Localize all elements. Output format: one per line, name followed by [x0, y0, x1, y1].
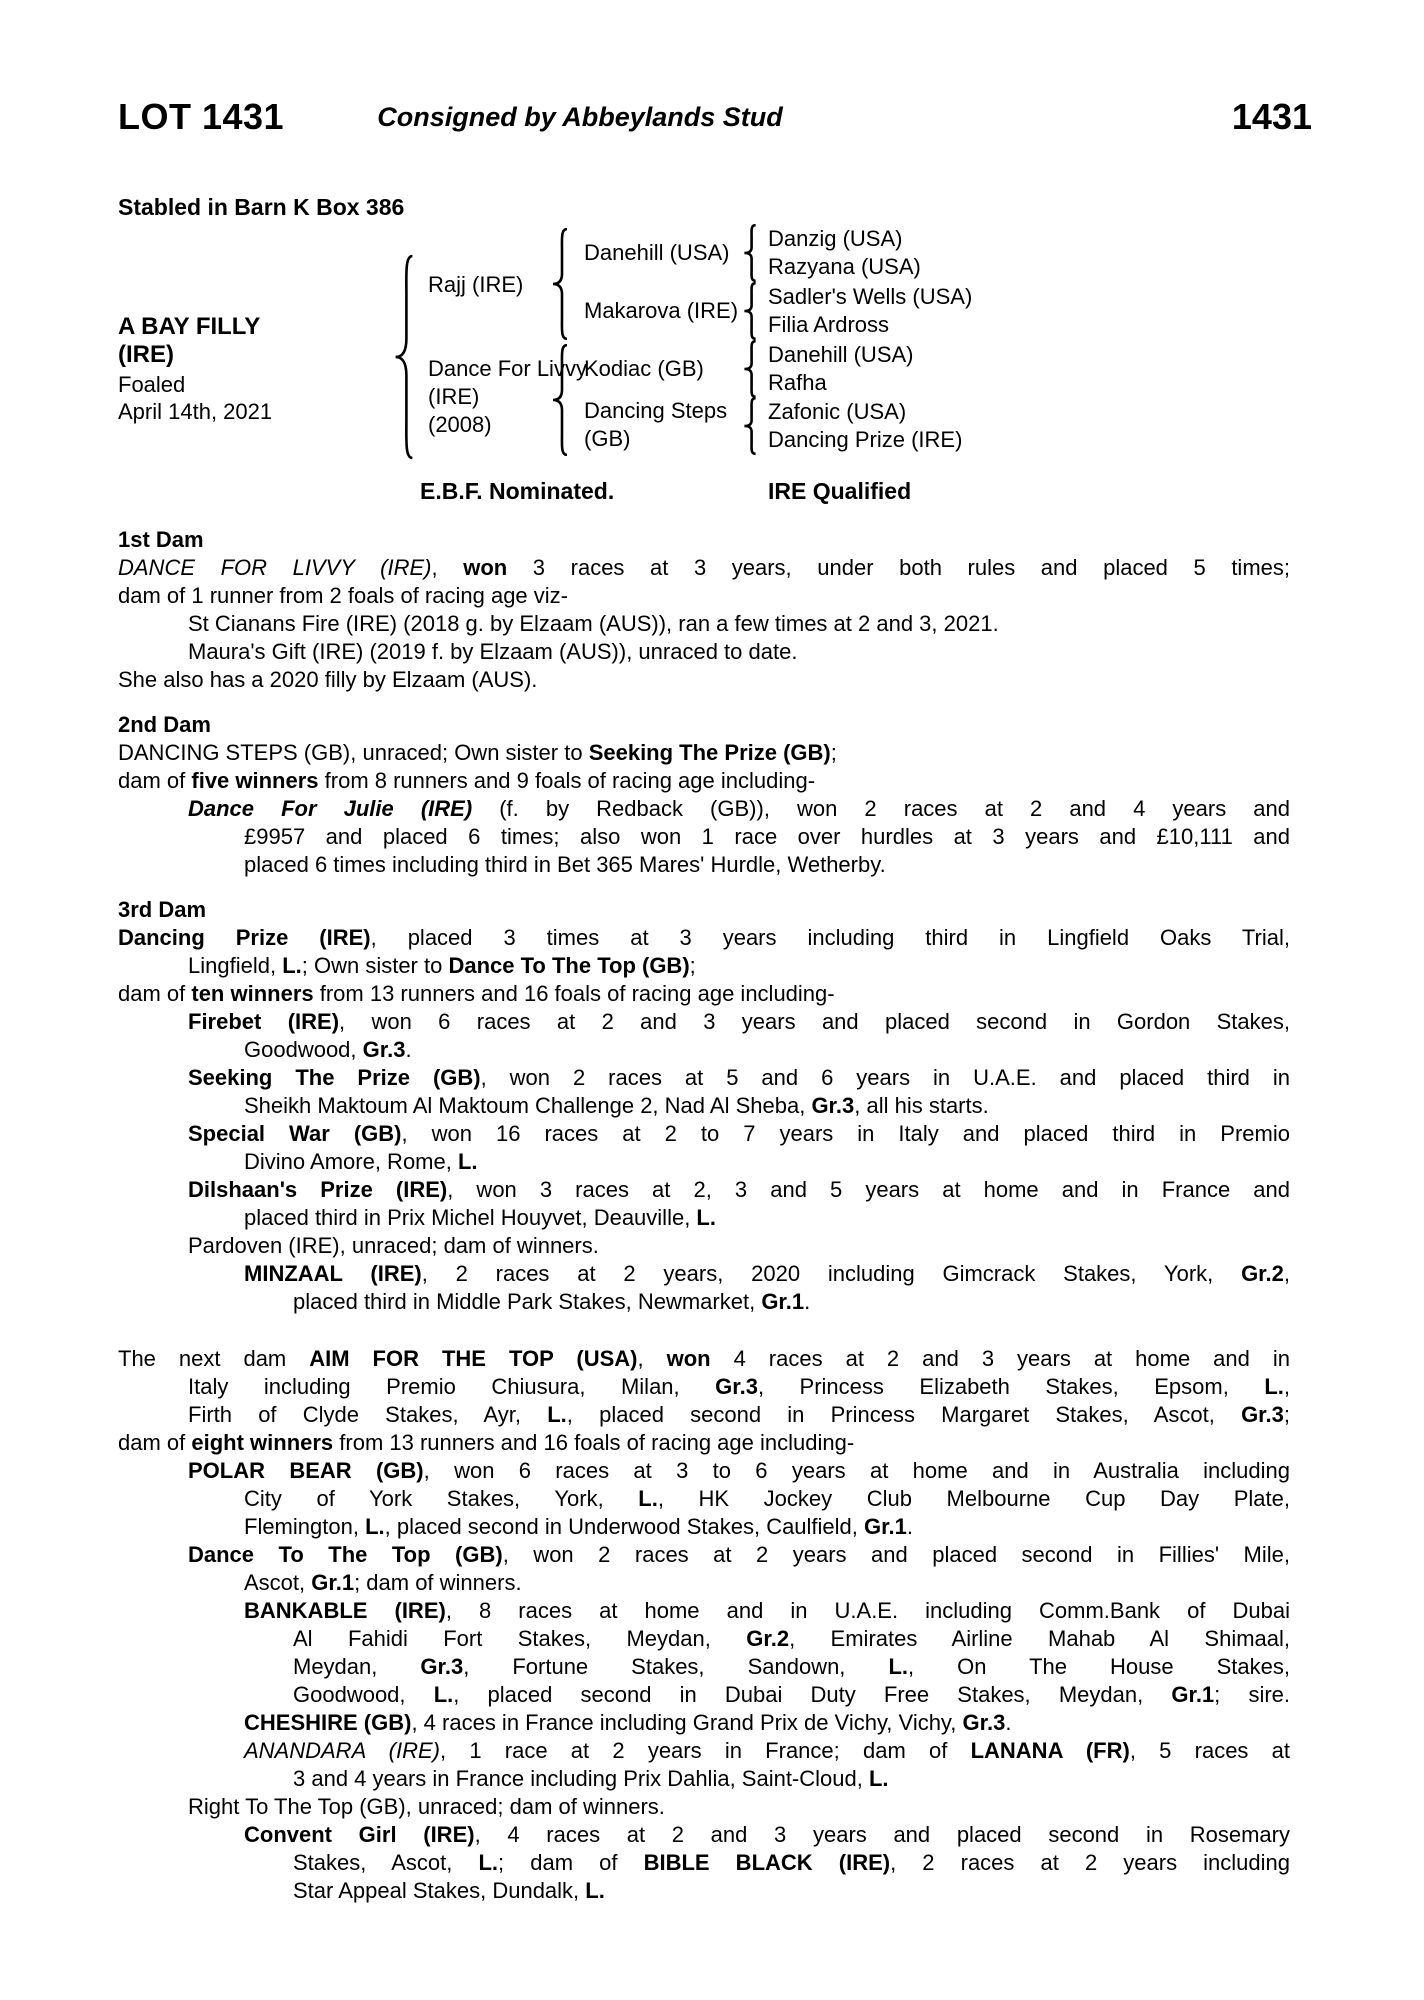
text-run: dam of: [118, 768, 192, 793]
text-run: , 4 races at 2 and 3 years and placed second in Rosemary: [474, 1822, 1290, 1847]
stabling-info: Stabled in Barn K Box 386: [118, 194, 405, 220]
text-run: from 13 runners and 16 foals of racing age including-: [333, 1430, 855, 1455]
text-run: Gr.1: [1171, 1682, 1215, 1707]
pedigree-text-line: [188, 1793, 1290, 1821]
text-run: , won 16 races at 2 to 7 years in Italy and placed third in Premio: [401, 1121, 1290, 1146]
text-run: Dance To The Top (GB): [188, 1542, 503, 1567]
text-run: Gr.3: [811, 1093, 855, 1118]
pedigree-brace-icon: [742, 282, 758, 340]
text-run: Star Appeal Stakes, Dundalk,: [293, 1878, 586, 1903]
pedigree-text-line: [293, 1653, 1290, 1681]
ire-qualified-label: IRE Qualified: [768, 478, 912, 504]
text-run: L.: [888, 1654, 908, 1679]
text-run: , placed second in Underwood Stakes, Caulfield,: [384, 1514, 865, 1539]
pedigree-text-line: [118, 767, 1290, 795]
text-run: St Cianans Fire (IRE) (2018 g. by Elzaam (AUS)), ran a few times at 2 and 3, 2021.: [188, 611, 999, 636]
text-run: L.: [868, 1766, 889, 1791]
dam-name-line2: (IRE): [428, 384, 480, 409]
text-run: ANANDARA (IRE): [244, 1738, 440, 1763]
text-run: , placed second in Princess Margaret Stakes, Ascot,: [566, 1402, 1242, 1427]
text-run: , won 2 races at 5 and 6 years in U.A.E. and placed third in: [480, 1065, 1290, 1090]
text-run: , 2 races at 2 years, 2020 including Gimcrack Stakes, York,: [421, 1261, 1242, 1286]
text-run: won: [666, 1346, 711, 1371]
sire-name: Rajj (IRE): [428, 272, 524, 297]
text-run: L.: [638, 1486, 658, 1511]
pedigree-text-line: [244, 1821, 1290, 1849]
text-run: Gr.1: [761, 1289, 805, 1314]
text-run: She also has a 2020 filly by Elzaam (AUS).: [118, 667, 538, 692]
text-run: five winners: [191, 768, 319, 793]
pedigree-text-line: [188, 1008, 1290, 1036]
section-heading: [118, 526, 1290, 554]
text-run: Flemington,: [244, 1514, 366, 1539]
text-run: 1st Dam: [118, 527, 204, 552]
text-run: eight winners: [191, 1430, 334, 1455]
text-run: BIBLE BLACK (IRE): [643, 1850, 891, 1875]
text-run: ;: [1283, 1402, 1290, 1427]
great-grandparent-name: Rafha: [768, 370, 827, 395]
pedigree-text-body: [118, 526, 1290, 1905]
text-run: .: [1005, 1710, 1012, 1735]
text-run: DANCING STEPS (GB), unraced; Own sister to: [118, 740, 589, 765]
pedigree-text-line: [188, 1401, 1290, 1429]
text-run: won: [463, 555, 508, 580]
pedigree-text-line: [293, 1877, 1290, 1905]
pedigree-text-line: [244, 851, 1290, 879]
text-run: ,: [637, 1346, 667, 1371]
pedigree-text-line: [118, 666, 1290, 694]
granddam-name-line1: Dancing Steps: [584, 398, 728, 423]
ebf-nominated-label: E.B.F. Nominated.: [420, 478, 615, 504]
pedigree-text-line: [118, 739, 1290, 767]
grandsire-name: Danehill (USA): [584, 240, 730, 265]
text-run: , won 6 races at 2 and 3 years and placed second in Gordon Stakes,: [339, 1009, 1290, 1034]
text-run: dam of: [118, 1430, 192, 1455]
text-run: Gr.3: [1241, 1402, 1284, 1427]
text-run: , won 2 races at 2 years and placed second in Fillies' Mile,: [502, 1542, 1290, 1567]
pedigree-brace-icon: [742, 224, 758, 282]
text-run: 4 races at 2 and 3 years at home and in: [710, 1346, 1290, 1371]
lot-number: 1431: [1231, 96, 1312, 137]
great-grandparent-name: Razyana (USA): [768, 254, 921, 279]
pedigree-text-line: [244, 1737, 1290, 1765]
pedigree-text-line: [188, 1176, 1290, 1204]
text-run: Gr.1: [311, 1570, 355, 1595]
pedigree-text-line: [244, 1569, 1290, 1597]
text-run: , On The House Stakes,: [908, 1654, 1290, 1679]
text-run: placed 6 times including third in Bet 365 Mares' Hurdle, Wetherby.: [244, 852, 886, 877]
text-run: ,: [431, 555, 464, 580]
pedigree-brace-icon: [742, 340, 758, 398]
text-run: L.: [478, 1850, 499, 1875]
text-run: Ascot,: [244, 1570, 312, 1595]
text-run: BANKABLE (IRE): [244, 1598, 446, 1623]
text-run: Gr.3: [962, 1710, 1006, 1735]
text-run: placed third in Middle Park Stakes, Newmarket,: [293, 1289, 762, 1314]
great-grandparent-name: Danzig (USA): [768, 226, 903, 251]
pedigree-text-line: [244, 1204, 1290, 1232]
text-run: L.: [585, 1878, 605, 1903]
text-run: .: [804, 1289, 811, 1314]
text-run: , won 6 races at 3 to 6 years at home and in Australia including: [423, 1458, 1291, 1483]
pedigree-text-line: [293, 1625, 1290, 1653]
dam-name-line1: Dance For Livvy: [428, 356, 587, 381]
dam-year: (2008): [428, 412, 492, 437]
text-run: , Fortune Stakes, Sandown,: [463, 1654, 889, 1679]
text-run: Right To The Top (GB), unraced; dam of winners.: [188, 1794, 665, 1819]
subject-name-line1: A BAY FILLY: [118, 313, 261, 340]
pedigree-text-line: [244, 1148, 1290, 1176]
pedigree-text-line: [293, 1288, 1290, 1316]
text-run: Seeking The Prize (GB): [188, 1065, 481, 1090]
text-run: Goodwood,: [244, 1037, 363, 1062]
text-run: Gr.3: [362, 1037, 406, 1062]
text-run: ; Own sister to: [301, 953, 449, 978]
pedigree-text-line: [293, 1765, 1290, 1793]
pedigree-text-line: [244, 1260, 1290, 1288]
pedigree-text-line: [188, 952, 1290, 980]
pedigree-text-line: [118, 980, 1290, 1008]
text-run: , Emirates Airline Mahab Al Shimaal,: [789, 1626, 1290, 1651]
text-run: from 13 runners and 16 foals of racing age including-: [313, 981, 835, 1006]
great-grandparent-name: Sadler's Wells (USA): [768, 284, 973, 309]
consignor-title: Consigned by Abbeylands Stud: [377, 102, 783, 132]
pedigree-text-line: [244, 1092, 1290, 1120]
text-run: L.: [696, 1205, 716, 1230]
text-run: DANCE FOR LIVVY (IRE): [118, 555, 432, 580]
text-run: Seeking The Prize (GB): [588, 740, 831, 765]
text-run: ; sire.: [1214, 1682, 1291, 1707]
text-run: 3 races at 3 years, under both rules and placed 5 times;: [507, 555, 1290, 580]
text-run: .: [906, 1514, 913, 1539]
great-grandparent-name: Filia Ardross: [768, 312, 890, 337]
text-run: Pardoven (IRE), unraced; dam of winners.: [188, 1233, 599, 1258]
text-run: Convent Girl (IRE): [244, 1822, 475, 1847]
text-run: Al Fahidi Fort Stakes, Meydan,: [293, 1626, 747, 1651]
text-run: ;: [689, 953, 696, 978]
text-run: , all his starts.: [854, 1093, 989, 1118]
pedigree-text-line: [244, 823, 1290, 851]
section-heading: [118, 711, 1290, 739]
text-run: Goodwood,: [293, 1682, 434, 1707]
pedigree-text-line: [188, 1064, 1290, 1092]
pedigree-brace-icon: [742, 397, 758, 455]
pedigree-text-line: [188, 1457, 1290, 1485]
text-run: ,: [1283, 1261, 1290, 1286]
text-run: 3rd Dam: [118, 897, 207, 922]
text-run: POLAR BEAR (GB): [188, 1458, 424, 1483]
text-run: 2nd Dam: [118, 712, 211, 737]
text-run: dam of 1 runner from 2 foals of racing age viz-: [118, 583, 568, 608]
lot-label: LOT 1431: [118, 96, 285, 137]
text-run: , Princess Elizabeth Stakes, Epsom,: [757, 1374, 1265, 1399]
text-run: dam of: [118, 981, 192, 1006]
text-run: L.: [1264, 1374, 1284, 1399]
pedigree-text-line: [118, 924, 1290, 952]
text-run: £9957 and placed 6 times; also won 1 race over hurdles at 3 years and £10,111 and: [244, 824, 1290, 849]
text-run: , placed 3 times at 3 years including third in Lingfield Oaks Trial,: [370, 925, 1291, 950]
text-run: , won 3 races at 2, 3 and 5 years at home and in France and: [447, 1177, 1290, 1202]
text-run: placed third in Prix Michel Houyvet, Deauville,: [244, 1205, 697, 1230]
text-run: Gr.2: [1241, 1261, 1284, 1286]
text-run: Dance For Julie (IRE): [188, 796, 473, 821]
text-run: MINZAAL (IRE): [244, 1261, 422, 1286]
text-run: Gr.3: [715, 1374, 758, 1399]
text-run: CHESHIRE (GB): [244, 1710, 412, 1735]
text-run: Dance To The Top (GB): [448, 953, 690, 978]
subject-foaled-date: April 14th, 2021: [118, 399, 273, 424]
text-run: Gr.3: [420, 1654, 464, 1679]
pedigree-text-line: [118, 554, 1290, 582]
text-run: ;: [830, 740, 837, 765]
text-run: , placed second in Dubai Duty Free Stakes, Meydan,: [453, 1682, 1172, 1707]
pedigree-text-line: [244, 1485, 1290, 1513]
pedigree-text-line: [293, 1681, 1290, 1709]
pedigree-text-line: [244, 1513, 1290, 1541]
pedigree-text-line: [118, 1345, 1290, 1373]
text-run: L.: [282, 953, 302, 978]
text-run: .: [405, 1037, 412, 1062]
text-run: , 8 races at home and in U.A.E. including Comm.Bank of Dubai: [445, 1598, 1290, 1623]
text-run: Maura's Gift (IRE) (2019 f. by Elzaam (AUS)), unraced to date.: [188, 639, 798, 664]
text-run: L.: [433, 1682, 454, 1707]
great-grandparent-name: Zafonic (USA): [768, 399, 907, 424]
text-run: AIM FOR THE TOP (USA): [309, 1346, 638, 1371]
text-run: , 4 races in France including Grand Prix de Vichy, Vichy,: [411, 1710, 963, 1735]
text-run: (f. by Redback (GB)), won 2 races at 2 and 4 years and: [472, 796, 1290, 821]
pedigree-brace-icon: [550, 228, 570, 340]
pedigree-text-line: [118, 1429, 1290, 1457]
text-run: ; dam of: [498, 1850, 644, 1875]
pedigree-text-line: [188, 1120, 1290, 1148]
pedigree-text-line: [188, 1232, 1290, 1260]
pedigree-text-line: [188, 795, 1290, 823]
text-run: Special War (GB): [188, 1121, 402, 1146]
pedigree-text-line: [188, 1541, 1290, 1569]
text-run: The next dam: [118, 1346, 310, 1371]
subject-name-line2: (IRE): [118, 341, 174, 368]
pedigree-text-line: [118, 582, 1290, 610]
text-run: , 2 races at 2 years including: [890, 1850, 1291, 1875]
text-run: , HK Jockey Club Melbourne Cup Day Plate,: [657, 1486, 1290, 1511]
text-run: L.: [547, 1402, 567, 1427]
text-run: , 1 race at 2 years in France; dam of: [439, 1738, 971, 1763]
text-run: Meydan,: [293, 1654, 421, 1679]
text-run: Gr.1: [864, 1514, 907, 1539]
pedigree-text-line: [188, 1373, 1290, 1401]
text-run: Sheikh Maktoum Al Maktoum Challenge 2, Nad Al Sheba,: [244, 1093, 812, 1118]
text-run: Firebet (IRE): [188, 1009, 340, 1034]
great-grandparent-name: Dancing Prize (IRE): [768, 427, 963, 452]
great-grandparent-name: Danehill (USA): [768, 342, 914, 367]
pedigree-text-line: [244, 1709, 1290, 1737]
granddam-name-line2: (GB): [584, 426, 631, 451]
text-run: ,: [1283, 1374, 1290, 1399]
pedigree-text-line: [188, 610, 1290, 638]
pedigree-brace-icon: [392, 254, 416, 460]
granddam-name: Makarova (IRE): [584, 298, 739, 323]
text-run: Italy including Premio Chiusura, Milan,: [188, 1374, 716, 1399]
pedigree-text-line: [188, 638, 1290, 666]
text-run: from 8 runners and 9 foals of racing age including-: [318, 768, 816, 793]
grandsire-name: Kodiac (GB): [584, 356, 704, 381]
pedigree-text-line: [244, 1036, 1290, 1064]
text-run: LANANA (FR): [970, 1738, 1130, 1763]
text-run: Dilshaan's Prize (IRE): [188, 1177, 448, 1202]
pedigree-text-line: [293, 1849, 1290, 1877]
text-run: Stakes, Ascot,: [293, 1850, 479, 1875]
text-run: Lingfield,: [188, 953, 283, 978]
text-run: L.: [457, 1149, 478, 1174]
text-run: ten winners: [191, 981, 314, 1006]
pedigree-text-line: [244, 1597, 1290, 1625]
text-run: ; dam of winners.: [354, 1570, 522, 1595]
subject-foaled-label: Foaled: [118, 372, 186, 397]
section-heading: [118, 896, 1290, 924]
text-run: City of York Stakes, York,: [244, 1486, 639, 1511]
text-run: Divino Amore, Rome,: [244, 1149, 458, 1174]
text-run: Gr.2: [746, 1626, 790, 1651]
text-run: Firth of Clyde Stakes, Ayr,: [188, 1402, 548, 1427]
text-run: , 5 races at: [1129, 1738, 1290, 1763]
text-run: Dancing Prize (IRE): [118, 925, 371, 950]
text-run: 3 and 4 years in France including Prix Dahlia, Saint-Cloud,: [293, 1766, 869, 1791]
pedigree-brace-icon: [550, 344, 570, 456]
text-run: L.: [365, 1514, 385, 1539]
